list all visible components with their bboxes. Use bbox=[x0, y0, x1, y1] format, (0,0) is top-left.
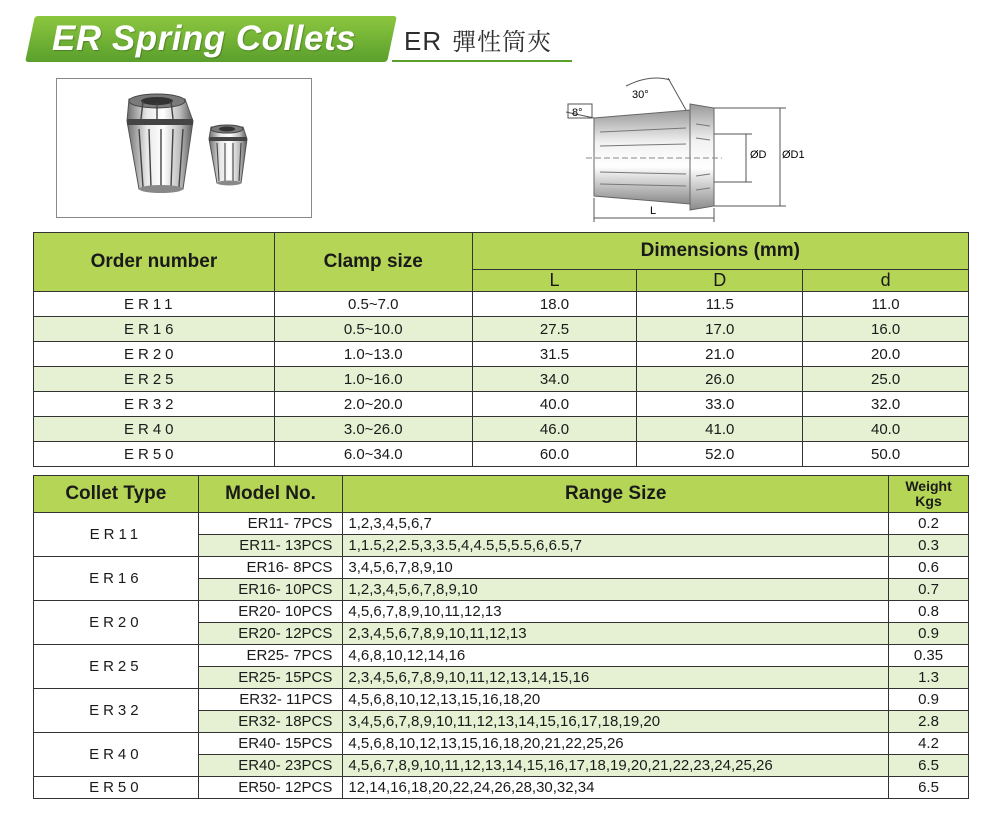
table-row bbox=[34, 442, 969, 467]
angle-30-label: 30° bbox=[632, 89, 649, 101]
weight-cell: 0.8 bbox=[889, 601, 969, 623]
weight-cell: 4.2 bbox=[889, 733, 969, 755]
model-no-cell: ER20- 10PCS bbox=[198, 601, 343, 623]
table-row bbox=[34, 392, 969, 417]
weight-cell: 0.35 bbox=[889, 645, 969, 667]
inner-diameter-cell: 20.0 bbox=[803, 342, 969, 367]
range-size-cell: 1,2,3,4,5,6,7,8,9,10 bbox=[343, 579, 889, 601]
range-size-cell: 1,1.5,2,2.5,3,3.5,4,4.5,5,5.5,6,6.5,7 bbox=[343, 535, 889, 557]
outer-diameter-cell: 21.0 bbox=[637, 342, 803, 367]
weight-cell: 0.2 bbox=[889, 513, 969, 535]
order-number-cell: ER40 bbox=[34, 417, 275, 442]
model-no-cell: ER40- 23PCS bbox=[198, 755, 343, 777]
inner-diameter-cell: 11.0 bbox=[803, 292, 969, 317]
inner-diameter-header: d bbox=[803, 270, 969, 292]
page-title: ER Spring Collets bbox=[52, 19, 357, 58]
length-cell: 34.0 bbox=[472, 367, 637, 392]
model-no-cell: ER16- 10PCS bbox=[198, 579, 343, 601]
range-size-cell: 4,6,8,10,12,14,16 bbox=[343, 645, 889, 667]
weight-header-line1: Weight bbox=[905, 478, 952, 494]
length-cell: 46.0 bbox=[472, 417, 637, 442]
clamp-size-header: Clamp size bbox=[274, 233, 472, 292]
range-size-cell: 4,5,6,8,10,12,13,15,16,18,20,21,22,25,26 bbox=[343, 733, 889, 755]
collet-type-cell: ER11 bbox=[34, 513, 199, 557]
length-header: L bbox=[472, 270, 637, 292]
range-size-cell: 4,5,6,7,8,9,10,11,12,13 bbox=[343, 601, 889, 623]
clamp-size-cell: 0.5~7.0 bbox=[274, 292, 472, 317]
order-number-cell: ER25 bbox=[34, 367, 275, 392]
range-size-cell: 4,5,6,7,8,9,10,11,12,13,14,15,16,17,18,19,20,21,22,23,24,25,26 bbox=[343, 755, 889, 777]
outer-diameter-header: D bbox=[637, 270, 803, 292]
inner-diameter-cell: 32.0 bbox=[803, 392, 969, 417]
model-no-cell: ER40- 15PCS bbox=[198, 733, 343, 755]
collet-type-cell: ER16 bbox=[34, 557, 199, 601]
range-size-cell: 3,4,5,6,7,8,9,10,11,12,13,14,15,16,17,18,19,20 bbox=[343, 711, 889, 733]
outer-diameter-cell: 41.0 bbox=[637, 417, 803, 442]
outer-diameter-cell: 33.0 bbox=[637, 392, 803, 417]
weight-cell: 0.3 bbox=[889, 535, 969, 557]
collet-sets-table bbox=[33, 475, 969, 799]
weight-header-line2: Kgs bbox=[915, 493, 942, 509]
model-no-cell: ER20- 12PCS bbox=[198, 623, 343, 645]
range-size-cell: 1,2,3,4,5,6,7 bbox=[343, 513, 889, 535]
inner-diameter-cell: 40.0 bbox=[803, 417, 969, 442]
table-row bbox=[34, 645, 969, 667]
length-l-label: L bbox=[650, 205, 657, 217]
table-row bbox=[34, 733, 969, 755]
table-row bbox=[34, 777, 969, 799]
range-size-cell: 2,3,4,5,6,7,8,9,10,11,12,13 bbox=[343, 623, 889, 645]
table-row bbox=[34, 557, 969, 579]
range-size-cell: 4,5,6,8,10,12,13,15,16,18,20 bbox=[343, 689, 889, 711]
outer-diameter-cell: 52.0 bbox=[637, 442, 803, 467]
model-no-cell: ER11- 7PCS bbox=[198, 513, 343, 535]
title-underline bbox=[392, 60, 572, 62]
weight-cell: 1.3 bbox=[889, 667, 969, 689]
table-row bbox=[34, 513, 969, 535]
length-cell: 18.0 bbox=[472, 292, 637, 317]
order-number-cell: ER11 bbox=[34, 292, 275, 317]
model-no-cell: ER50- 12PCS bbox=[198, 777, 343, 799]
collet-type-cell: ER32 bbox=[34, 689, 199, 733]
collet-type-cell: ER20 bbox=[34, 601, 199, 645]
weight-cell: 0.9 bbox=[889, 689, 969, 711]
clamp-size-cell: 3.0~26.0 bbox=[274, 417, 472, 442]
length-cell: 31.5 bbox=[472, 342, 637, 367]
clamp-size-cell: 0.5~10.0 bbox=[274, 317, 472, 342]
weight-header bbox=[889, 476, 969, 513]
page-subtitle bbox=[404, 22, 552, 57]
weight-cell: 6.5 bbox=[889, 755, 969, 777]
length-cell: 27.5 bbox=[472, 317, 637, 342]
inner-diameter-cell: 50.0 bbox=[803, 442, 969, 467]
clamp-size-cell: 1.0~13.0 bbox=[274, 342, 472, 367]
length-cell: 40.0 bbox=[472, 392, 637, 417]
order-number-cell: ER16 bbox=[34, 317, 275, 342]
collet-type-header: Collet Type bbox=[34, 476, 199, 513]
length-cell: 60.0 bbox=[472, 442, 637, 467]
order-number-header: Order number bbox=[34, 233, 275, 292]
collet-type-cell: ER50 bbox=[34, 777, 199, 799]
subtitle-zh: 彈性筒夾 bbox=[452, 28, 553, 56]
model-no-cell: ER11- 13PCS bbox=[198, 535, 343, 557]
subtitle-en: ER bbox=[404, 26, 443, 56]
dimensions-header: Dimensions (mm) bbox=[472, 233, 968, 270]
collet-type-cell: ER25 bbox=[34, 645, 199, 689]
outer-diameter-cell: 17.0 bbox=[637, 317, 803, 342]
angle-8-label: 8° bbox=[572, 107, 583, 119]
weight-cell: 0.6 bbox=[889, 557, 969, 579]
dimensions-table bbox=[33, 232, 969, 467]
clamp-size-cell: 6.0~34.0 bbox=[274, 442, 472, 467]
weight-cell: 0.7 bbox=[889, 579, 969, 601]
order-number-cell: ER50 bbox=[34, 442, 275, 467]
collet-technical-diagram bbox=[560, 74, 820, 224]
outer-diameter-cell: 26.0 bbox=[637, 367, 803, 392]
order-number-cell: ER20 bbox=[34, 342, 275, 367]
table-row bbox=[34, 417, 969, 442]
table-row bbox=[34, 601, 969, 623]
table-row bbox=[34, 689, 969, 711]
collet-photo-illustration bbox=[57, 79, 311, 217]
range-size-cell: 12,14,16,18,20,22,24,26,28,30,32,34 bbox=[343, 777, 889, 799]
table-row bbox=[34, 342, 969, 367]
model-no-cell: ER32- 18PCS bbox=[198, 711, 343, 733]
weight-cell: 2.8 bbox=[889, 711, 969, 733]
dimensions-table-body bbox=[34, 292, 969, 467]
model-no-cell: ER25- 15PCS bbox=[198, 667, 343, 689]
inner-diameter-cell: 25.0 bbox=[803, 367, 969, 392]
range-size-cell: 2,3,4,5,6,7,8,9,10,11,12,13,14,15,16 bbox=[343, 667, 889, 689]
product-photo bbox=[56, 78, 312, 218]
weight-cell: 6.5 bbox=[889, 777, 969, 799]
model-no-header: Model No. bbox=[198, 476, 343, 513]
inner-diameter-cell: 16.0 bbox=[803, 317, 969, 342]
model-no-cell: ER16- 8PCS bbox=[198, 557, 343, 579]
collet-type-cell: ER40 bbox=[34, 733, 199, 777]
table-row bbox=[34, 292, 969, 317]
model-no-cell: ER25- 7PCS bbox=[198, 645, 343, 667]
model-no-cell: ER32- 11PCS bbox=[198, 689, 343, 711]
clamp-size-cell: 1.0~16.0 bbox=[274, 367, 472, 392]
collet-sets-table-body bbox=[34, 513, 969, 799]
range-size-header: Range Size bbox=[343, 476, 889, 513]
table-row bbox=[34, 317, 969, 342]
range-size-cell: 3,4,5,6,7,8,9,10 bbox=[343, 557, 889, 579]
order-number-cell: ER32 bbox=[34, 392, 275, 417]
diameter-d-label: ØD bbox=[750, 149, 767, 161]
table-row bbox=[34, 367, 969, 392]
weight-cell: 0.9 bbox=[889, 623, 969, 645]
diameter-d1-label: ØD1 bbox=[782, 149, 805, 161]
clamp-size-cell: 2.0~20.0 bbox=[274, 392, 472, 417]
outer-diameter-cell: 11.5 bbox=[637, 292, 803, 317]
